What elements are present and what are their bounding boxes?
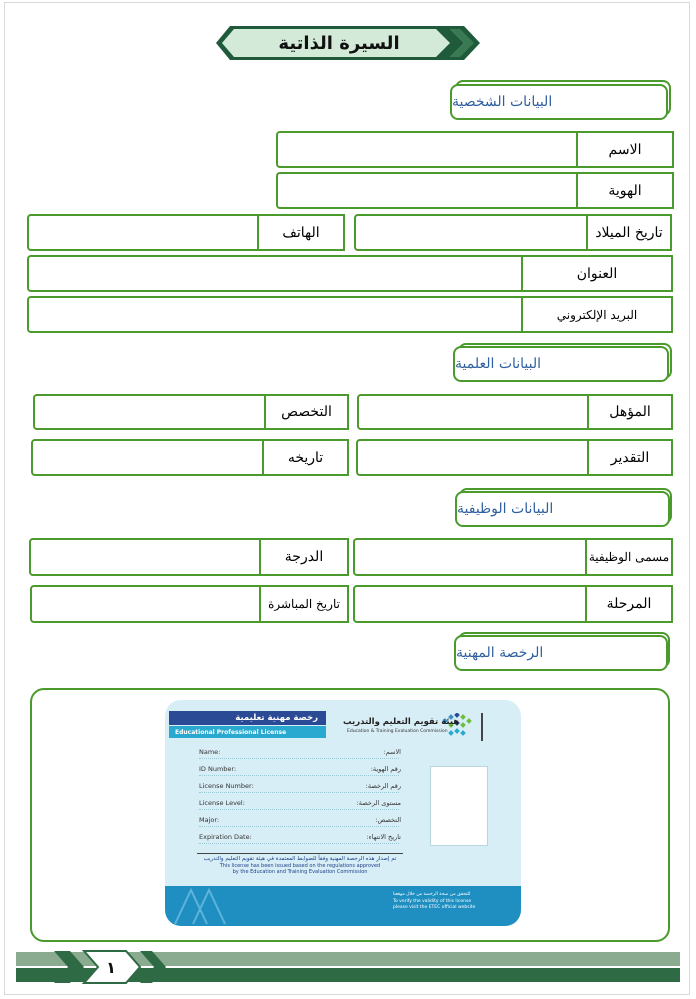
job-title-label <box>585 538 673 576</box>
card-note-ar: تم إصدار هذه الرخصة المهنية وفقاً للضوابط المعتمدة في هيئة تقويم التعليم والتدريب <box>203 856 397 862</box>
card-row-en: Name: <box>199 748 221 756</box>
card-row-ar: تاريخ الانتهاء: <box>366 833 401 841</box>
card-row-ar: مستوى الرخصة: <box>356 799 401 807</box>
qualification-label-text: المؤهل <box>609 404 651 420</box>
card-row-line <box>199 843 399 844</box>
start-date-label-text: تاريخ المباشرة <box>268 597 340 611</box>
card-row-en: Expiration Date: <box>199 833 252 841</box>
qualification-label <box>587 394 673 430</box>
card-note-en <box>197 863 403 875</box>
email-label-text: البريد الإلكتروني <box>556 307 638 322</box>
card-footer-en-line2: please visit the ETEC official website <box>393 904 476 910</box>
card-row-line <box>199 758 399 759</box>
license-card-image <box>165 700 521 926</box>
card-note-en-line2: by the Education and Training Evaluation Commission <box>232 869 368 875</box>
grade-label <box>587 439 673 476</box>
card-note-en-line1: This license has been issued based on the regulations approved <box>219 863 381 869</box>
address-label <box>521 255 673 292</box>
name-label-text: الاسم <box>608 141 642 158</box>
section-job-text: البيانات الوظيفية <box>457 501 554 517</box>
section-academic-heading <box>453 346 669 382</box>
page-number: ١ <box>106 957 116 977</box>
id-label <box>576 172 674 209</box>
section-job-heading <box>455 491 670 527</box>
phone-label-text: الهاتف <box>282 224 320 241</box>
card-row-ar: رقم الرخصة: <box>365 782 401 790</box>
card-header-en: Educational Professional License <box>169 726 326 738</box>
card-row-ar: رقم الهوية: <box>370 765 401 773</box>
card-row-en: Major: <box>199 816 220 824</box>
phone-label <box>257 214 345 251</box>
card-row-line <box>199 775 399 776</box>
name-label <box>576 131 674 168</box>
id-label-text: الهوية <box>608 182 642 199</box>
birth-date-label-text: تاريخ الميلاد <box>595 224 663 241</box>
major-label <box>264 394 349 430</box>
card-footer-pattern-icon <box>171 886 231 926</box>
rank-label-text: الدرجة <box>284 549 324 565</box>
card-footer-en <box>393 899 475 910</box>
card-row-line <box>199 809 399 810</box>
stage-label <box>585 585 673 623</box>
academic-date-label <box>262 439 349 476</box>
start-date-label <box>259 585 349 623</box>
card-footer-en-line1: To verify the validity of this license <box>393 899 472 904</box>
section-academic-text: البيانات العلمية <box>455 356 542 372</box>
rank-label <box>259 538 349 576</box>
card-row-line <box>199 792 399 793</box>
card-footer-ar: للتحقق من صحة الرخصة من خلال موقعنا <box>393 892 471 897</box>
card-row-en: License Level: <box>199 799 245 807</box>
card-row-ar: التخصص: <box>375 816 401 824</box>
page-title: السيرة الذاتية <box>278 32 400 54</box>
card-row-en: ID Number: <box>199 765 237 773</box>
card-photo-placeholder <box>430 766 488 846</box>
card-row-en: License Number: <box>199 782 254 790</box>
address-label-text: العنوان <box>576 265 618 282</box>
card-row-line <box>199 826 399 827</box>
birth-date-label <box>586 214 672 251</box>
stage-label-text: المرحلة <box>606 596 652 612</box>
card-org-en: Education & Training Evaluation Commission <box>347 729 448 734</box>
card-row-ar: الاسم: <box>383 748 401 756</box>
title-banner <box>214 24 482 62</box>
card-divider <box>481 713 483 741</box>
footer-band <box>16 948 680 986</box>
job-title-label-text: مسمى الوظيفية <box>588 550 670 564</box>
section-personal-text: البيانات الشخصية <box>452 94 553 110</box>
email-label <box>521 296 673 333</box>
card-org-ar: هيئة تقويم التعليم والتدريب <box>343 717 460 727</box>
section-license-heading <box>454 635 668 671</box>
card-header-ar: رخصة مهنية تعليمية <box>169 711 326 725</box>
academic-date-label-text: تاريخه <box>287 449 324 466</box>
card-separator <box>197 853 403 854</box>
section-license-text: الرخصة المهنية <box>456 645 544 661</box>
section-personal-heading <box>450 84 668 120</box>
grade-label-text: التقدير <box>610 449 650 466</box>
major-label-text: التخصص <box>281 404 332 420</box>
